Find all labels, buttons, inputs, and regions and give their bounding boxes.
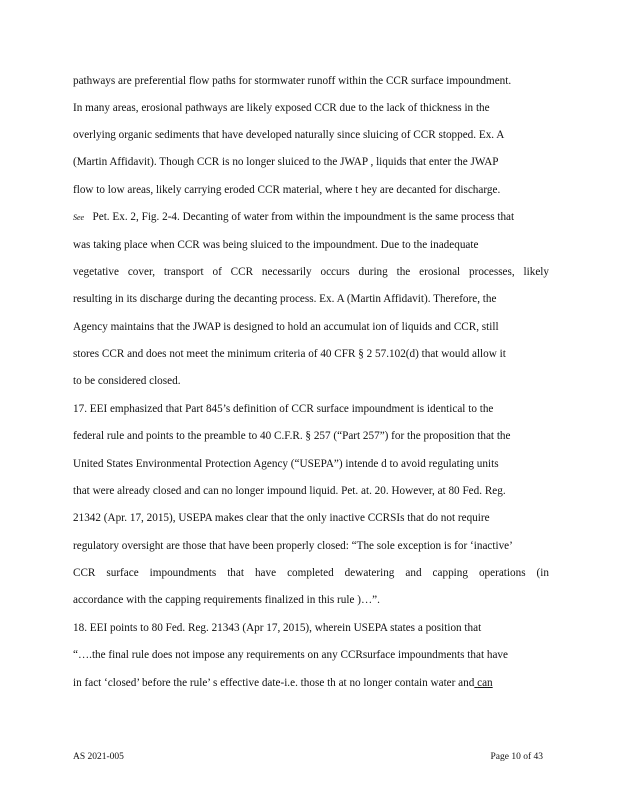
paragraph-17-line-6: regulatory oversight are those that have been properly closed: “The sole exception is for ‘inactive’: [73, 540, 513, 552]
text-line-12: to be considered closed.: [73, 375, 181, 387]
paragraph-17-line-5: 21342 (Apr. 17, 2015), USEPA makes clear that the only inactive CCRSIs that do not require: [73, 512, 490, 524]
paragraph-17-line-2: federal rule and points to the preamble to 40 C.F.R. § 257 (“Part 257”) for the proposition that the: [73, 430, 511, 442]
paragraph-17-line-3: United States Environmental Protection Agency (“USEPA”) intende d to avoid regulating units: [73, 458, 499, 470]
text-line-1: pathways are preferential flow paths for stormwater runoff within the CCR surface impoundment.: [73, 75, 512, 87]
paragraph-17-line-4: that were already closed and can no longer impound liquid. Pet. at. 20. However, at 80 Fed. Reg.: [73, 485, 506, 497]
footer-case-number: AS 2021-005: [73, 752, 124, 762]
text-line-3: overlying organic sediments that have developed naturally since sluicing of CCR stopped. Ex. A: [73, 129, 505, 141]
text-line-10: Agency maintains that the JWAP is designed to hold an accumulat ion of liquids and CCR, still: [73, 321, 499, 333]
underlined-word-text: can: [477, 677, 493, 689]
underlined-word: [474, 677, 492, 689]
paragraph-18-line-3-body: in fact ‘closed’ before the rule’ s effective date-i.e. those th at no longer contain water and: [73, 677, 475, 689]
see-signal: See: [73, 213, 85, 222]
text-line-6: [73, 210, 549, 225]
paragraph-17-line-8: accordance with the capping requirements finalized in this rule )…”.: [73, 594, 380, 606]
text-line-11: stores CCR and does not meet the minimum criteria of 40 CFR § 2 57.102(d) that would allow it: [73, 348, 506, 360]
text-line-2: In many areas, erosional pathways are likely exposed CCR due to the lack of thickness in the: [73, 102, 490, 114]
text-line-9: resulting in its discharge during the decanting process. Ex. A (Martin Affidavit). Therefore, the: [73, 293, 497, 305]
footer-page-number: Page 10 of 43: [490, 752, 543, 762]
text-line-5: flow to low areas, likely carrying eroded CCR material, where t hey are decanted for discharge.: [73, 184, 501, 196]
text-line-7: was taking place when CCR was being sluiced to the impoundment. Due to the inadequate: [73, 239, 479, 251]
paragraph-18-line-1: 18. EEI points to 80 Fed. Reg. 21343 (Apr 17, 2015), wherein USEPA states a position that: [73, 622, 482, 634]
text-line-4: (Martin Affidavit). Though CCR is no longer sluiced to the JWAP , liquids that enter the JWAP: [73, 156, 499, 168]
paragraph-17-line-7: CCR surface impoundments that have completed dewatering and capping operations (in: [73, 567, 549, 579]
text-line-8: vegetative cover, transport of CCR necessarily occurs during the erosional processes, likely: [73, 266, 549, 278]
paragraph-17-line-1: 17. EEI emphasized that Part 845’s definition of CCR surface impoundment is identical to the: [73, 403, 494, 415]
paragraph-18-line-3: [73, 676, 549, 690]
text-line-6-body: Pet. Ex. 2, Fig. 2-4. Decanting of water from within the impoundment is the same process that: [92, 211, 515, 223]
paragraph-18-line-2: “….the final rule does not impose any requirements on any CCRsurface impoundments that have: [73, 649, 508, 661]
